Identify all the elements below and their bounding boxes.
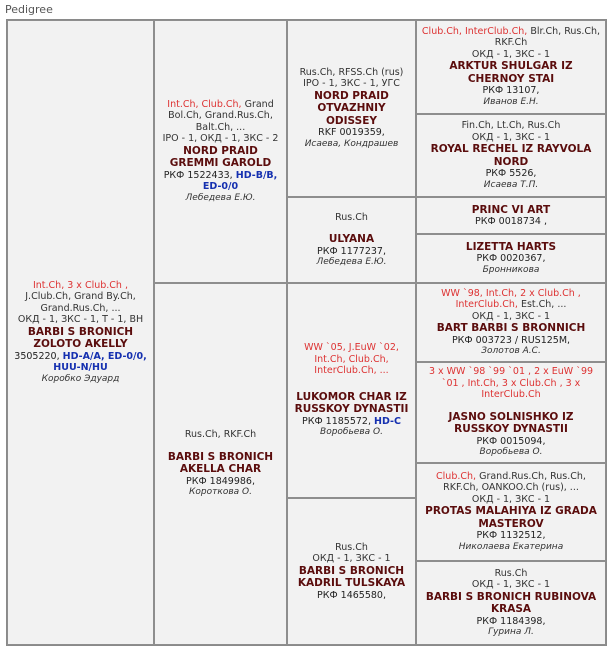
owner: Воробьева О. bbox=[320, 427, 383, 438]
titles: Fin.Ch, Lt.Ch, Rus.Ch bbox=[461, 120, 561, 131]
titles bbox=[421, 288, 601, 311]
dog-cell-sire bbox=[154, 20, 287, 283]
titles-red: WW `05, J.EuW `02, Int.Ch, Club.Ch, InterClub.Ch, ... bbox=[304, 342, 399, 377]
pedigree-table bbox=[6, 19, 607, 646]
titles-other: Grand.Rus.Ch, Rus.Ch, RKF.Ch, OANKOO.Ch (rus), ... bbox=[443, 470, 586, 494]
dog-cell-sdd bbox=[416, 234, 606, 283]
dog-name-link[interactable]: LUKOMOR CHAR IZ RUSSKOY DYNASTII bbox=[294, 390, 409, 416]
owner: Николаева Екатерина bbox=[458, 541, 564, 552]
dog-cell-dsd bbox=[416, 362, 606, 463]
dog-name-link[interactable]: BART BARBI S BRONNICH bbox=[436, 322, 586, 334]
tests: ОКД - 1, ЗКС - 1 bbox=[471, 579, 551, 590]
dog-cell-dam bbox=[154, 283, 287, 645]
dog-cell-sire-dam bbox=[287, 197, 416, 283]
dog-name-link[interactable]: PROTAS MALAHIYA IZ GRADA MASTEROV bbox=[425, 505, 597, 530]
dog-name-link[interactable]: BARBI S BRONICH AKELLA CHAR bbox=[167, 450, 274, 476]
health-results: HD-A/A, ED-0/0, HUU-N/HU bbox=[53, 350, 147, 374]
dog-cell-sire-sire bbox=[287, 20, 416, 197]
titles: Rus.Ch bbox=[335, 541, 368, 553]
dog-name-link[interactable]: NORD PRAID GREMMI GAROLD bbox=[169, 144, 272, 170]
titles-red: Int.Ch, 3 x Club.Ch , bbox=[32, 279, 128, 291]
dog-name-link[interactable]: LIZETTA HARTS bbox=[465, 240, 557, 253]
titles bbox=[421, 26, 601, 49]
reg-number: РКФ 1132512, bbox=[476, 530, 546, 542]
page-title: Pedigree bbox=[5, 3, 53, 16]
dog-name-link[interactable]: JASNO SOLNISHKO IZ RUSSKOY DYNASTII bbox=[448, 410, 574, 436]
dog-name-link[interactable]: BARBI S BRONICH KADRIL TULSKAYA bbox=[297, 564, 406, 590]
reg-number: РКФ 1522433, bbox=[163, 169, 233, 181]
titles-red: Club.Ch, bbox=[436, 470, 477, 482]
tests: IPO - 1, ЗКС - 1, УГС bbox=[303, 78, 400, 90]
reg-number: РКФ 5526, bbox=[485, 168, 537, 179]
titles-other: Blr.Ch, Rus.Ch, RKF.Ch bbox=[494, 25, 601, 49]
tests: ОКД - 1, ЗКС - 1 bbox=[471, 493, 551, 505]
dog-name-link[interactable]: ULYANA bbox=[328, 233, 375, 245]
owner: Золотов А.С. bbox=[481, 346, 541, 356]
reg-number: РКФ 1465580, bbox=[316, 589, 386, 601]
owner: Бронникова bbox=[482, 264, 540, 275]
dog-cell-sss bbox=[416, 20, 606, 114]
reg-number: 3505220, bbox=[14, 350, 60, 362]
health-results: HD-C bbox=[374, 415, 401, 427]
owner: Воробьева О. bbox=[479, 447, 543, 458]
tests: IPO - 1, ОКД - 1, ЗКС - 2 bbox=[162, 133, 279, 145]
titles: Rus.Ch, RFSS.Ch (rus) bbox=[299, 66, 404, 78]
dog-name-link[interactable]: ARKTUR SHULGAR IZ CHERNOY STAI bbox=[449, 60, 573, 85]
reg-number: РКФ 0020367, bbox=[476, 253, 546, 265]
dog-name-link[interactable]: ROYAL RECHEL IZ RAYVOLA NORD bbox=[430, 143, 592, 168]
registration bbox=[12, 351, 149, 374]
registration bbox=[159, 170, 282, 193]
dog-name-link[interactable]: NORD PRAID OTVAZHNIY ODISSEY bbox=[314, 89, 389, 127]
tests: ОКД - 1, ЗКС - 1 bbox=[471, 310, 551, 322]
dog-cell-ddd bbox=[416, 561, 606, 645]
dog-cell-ssd bbox=[416, 114, 606, 197]
titles bbox=[159, 99, 282, 134]
reg-number: РКФ 0018734 , bbox=[474, 216, 548, 227]
reg-number: РКФ 1849986, bbox=[185, 475, 255, 487]
titles: J.Club.Ch, Grand By.Ch, Grand.Rus.Ch, ... bbox=[25, 291, 136, 314]
owner: Исаева, Кондрашев bbox=[304, 138, 399, 149]
dog-cell-dss bbox=[416, 283, 606, 362]
tests: ОКД - 1, ЗКС - 1 bbox=[312, 553, 391, 565]
registration bbox=[302, 416, 401, 428]
reg-number: РКФ 1184398, bbox=[476, 615, 546, 627]
titles bbox=[421, 471, 601, 494]
owner: Коробко Эдуард bbox=[41, 373, 120, 384]
dog-cell-sds bbox=[416, 197, 606, 234]
health-results: HD-B/B, ED-0/0 bbox=[202, 169, 278, 193]
titles: Rus.Ch bbox=[335, 211, 368, 223]
dog-name-link[interactable]: BARBI S BRONICH ZOLOTO AKELLY bbox=[27, 325, 134, 351]
titles-red: WW `98, Int.Ch, 2 x Club.Ch , InterClub.Ch, bbox=[441, 287, 581, 310]
reg-number: РКФ 003723 / RUS125M, bbox=[451, 334, 571, 346]
owner: Лебедева Е.Ю. bbox=[316, 257, 387, 267]
dog-name-link[interactable]: BARBI S BRONICH RUBINOVA KRASA bbox=[425, 590, 597, 615]
titles-other: Est.Ch, ... bbox=[520, 299, 567, 310]
tests: ОКД - 1, ЗКС - 1, Т - 1, ВН bbox=[17, 314, 144, 326]
titles-red: Int.Ch, Club.Ch, bbox=[167, 98, 242, 110]
titles-red: Club.Ch, InterClub.Ch, bbox=[421, 25, 528, 37]
titles: Rus.Ch bbox=[494, 567, 528, 579]
owner: Исаева Т.П. bbox=[483, 179, 539, 190]
dog-cell-dds bbox=[416, 463, 606, 561]
owner: Лебедева Е.Ю. bbox=[185, 192, 256, 203]
reg-number: РКФ 1177237, bbox=[316, 245, 386, 257]
dog-cell-subject bbox=[7, 20, 154, 645]
titles-red: 3 x WW `98 `99 `01 , 2 x EuW `99 `01 , Int.Ch, 3 x Club.Ch , 3 x InterClub.Ch bbox=[428, 366, 594, 401]
reg-number: RKF 0019359, bbox=[318, 127, 385, 139]
titles: Rus.Ch, RKF.Ch bbox=[184, 429, 257, 441]
dog-cell-dam-dam bbox=[287, 498, 416, 645]
reg-number: РКФ 0015094, bbox=[476, 435, 546, 447]
owner: Иванов Е.Н. bbox=[483, 96, 539, 107]
dog-cell-dam-sire bbox=[287, 283, 416, 498]
owner: Гурина Л. bbox=[488, 627, 534, 637]
owner: Короткова О. bbox=[189, 487, 252, 498]
tests: ОКД - 1, ЗКС - 1 bbox=[471, 131, 551, 143]
titles-other: Grand Bol.Ch, Grand.Rus.Ch, Balt.Ch, ... bbox=[168, 98, 274, 133]
dog-name-link[interactable]: PRINC VI ART bbox=[471, 203, 551, 216]
tests: ОКД - 1, ЗКС - 1 bbox=[471, 48, 551, 60]
reg-number: РКФ 13107, bbox=[482, 85, 540, 97]
reg-number: РКФ 1185572, bbox=[302, 415, 372, 427]
